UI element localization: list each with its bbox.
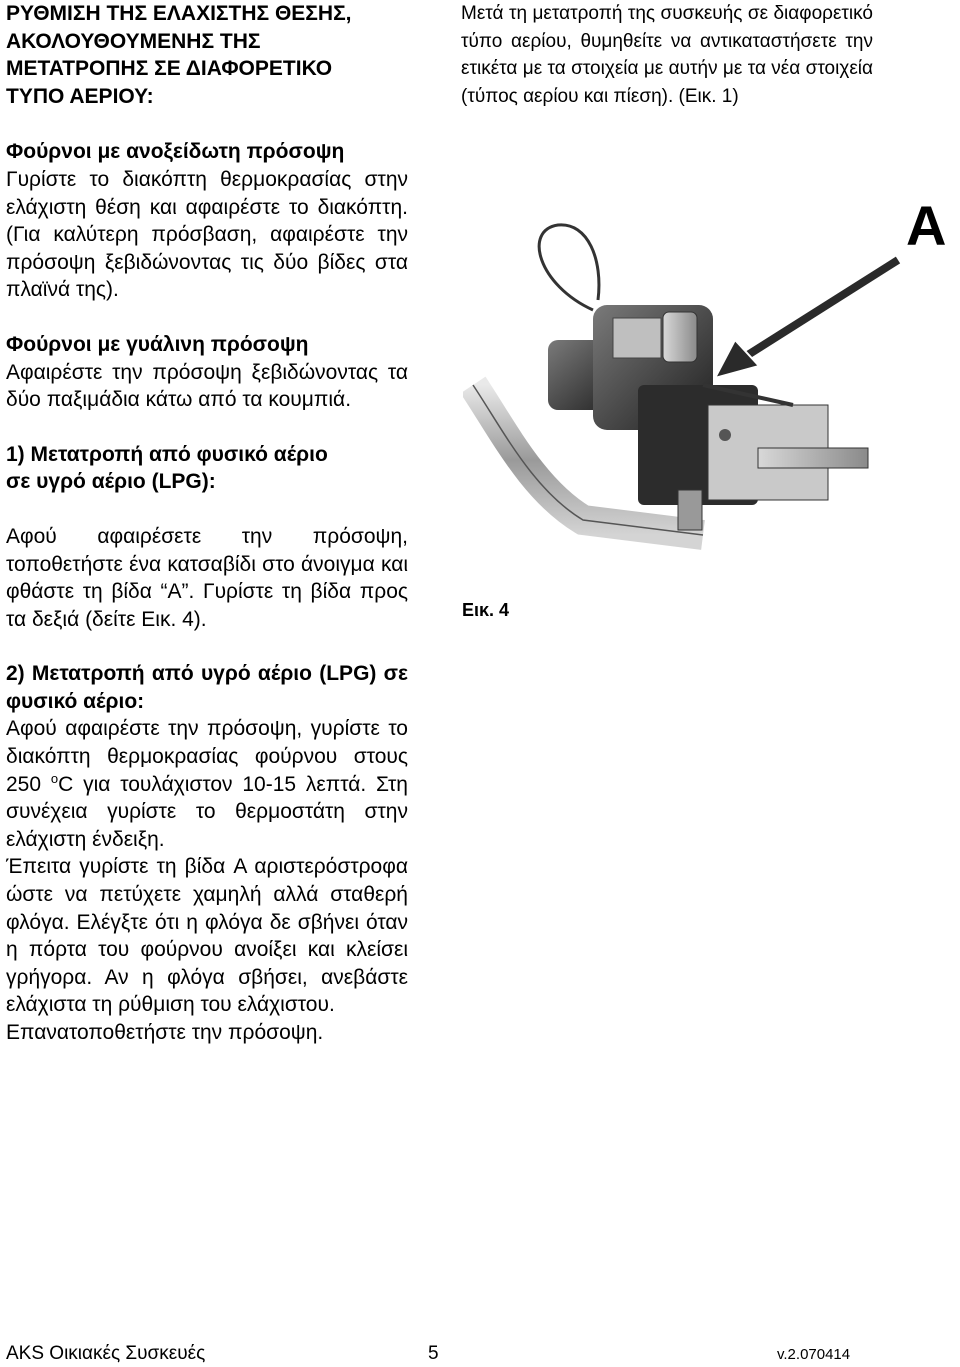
valve-terminal [678,490,702,530]
page-heading-line-2: ΑΚΟΛΟΥΘΟΥΜΕΝΗΣ ΤΗΣ [6,29,261,53]
page-heading-line-4: ΤΥΠΟ ΑΕΡΙΟΥ: [6,84,154,108]
section1-body: Αφού αφαιρέσετε την πρόσοψη, τοποθετήστε ένα κατσαβίδι στο άνοιγμα και φθάστε τη βίδα “A”. Γυρίστε τη βίδα προς τα δεξιά (δείτε Εικ. 4). [6,524,408,631]
section2-body-2: Έπειτα γυρίστε τη βίδα A αριστερόστροφα ώστε να πετύχετε χαμηλή αλλά σταθερή φλόγα. Ελέγξτε ότι η φλόγα δε σβήνει όταν η πόρτα του φούρνου ανοίξει και κλείσει γρήγορα. Αν η φλόγα σβήσει, ανεβάστε ελάχιστα τη ρύθμιση του ελάχιστου. [6,855,408,1017]
page-heading-line-1: ΡΥΘΜΙΣΗ ΤΗΣ ΕΛΑΧΙΣΤΗΣ ΘΕΣΗΣ, [6,2,352,25]
section2-title: 2) Μετατροπή από υγρό αέριο (LPG) σε φυσικό αέριο: [6,662,408,713]
capillary-tube [539,225,599,310]
bracket-hole [719,429,731,441]
section1-title-line-2: σε υγρό αέριο (LPG): [6,470,216,494]
section2-body-a: Αφού αφαιρέστε την πρόσοψη, γυρίστε το διακόπτη θερμοκρασίας φούρνου στους 250 [6,717,408,796]
arrow-shaft [743,260,898,358]
figure-caption: Εικ. 4 [462,600,510,620]
document-version: v.2.070414 [777,1346,851,1363]
footer-company: AKS Οικιακές Συσκευές [6,1343,206,1364]
stainless-title: Φούρνοι με ανοξείδωτη πρόσοψη [6,140,345,164]
gas-valve-illustration [463,190,960,585]
section2-body-3: Επανατοποθετήστε την πρόσοψη. [6,1021,324,1044]
section2-body [6,715,408,853]
valve-label-plate [613,318,661,358]
valve-spindle [758,448,868,468]
gas-valve-photo [463,190,960,585]
left-column [6,0,408,1047]
section1-title-line-1: 1) Μετατροπή από φυσικό αέριο [6,442,328,466]
glass-body: Αφαιρέστε την πρόσοψη ξεβιδώνοντας τα δύο παξιμάδια κάτω από τα κουμπιά. [6,360,408,412]
page-number: 5 [428,1343,439,1364]
glass-title: Φούρνοι με γυάλινη πρόσοψη [6,332,309,356]
right-column [461,0,873,110]
figure-label-a: A [906,194,947,257]
degree-sign: o [50,770,59,786]
stainless-body: Γυρίστε το διακόπτη θερμοκρασίας στην ελάχιστη θέση και αφαιρέστε το διακόπτη. (Για καλύτερη πρόσβαση, αφαιρέστε την πρόσοψη ξεβιδώνοντας τις δύο βίδες στα πλαϊνά της). [6,167,408,302]
page-heading-line-3: ΜΕΤΑΤΡΟΠΗΣ ΣΕ ΔΙΑΦΟΡΕΤΙΚΟ [6,57,333,81]
section2-body-b: C για τουλάχιστον 10-15 λεπτά. Στη συνέχεια γυρίστε το θερμοστάτη στην ελάχιστη ένδειξη. [6,772,408,851]
gas-label-note: Μετά τη μετατροπή της συσκευής σε διαφορετικό τύπο αερίου, θυμηθείτε να αντικαταστήσετε την ετικέτα με τα στοιχεία με αυτήν με τα νέα στοιχεία (τύπος αερίου και πίεση). (Εικ. 1) [461,3,873,107]
valve-fitting [663,312,697,362]
